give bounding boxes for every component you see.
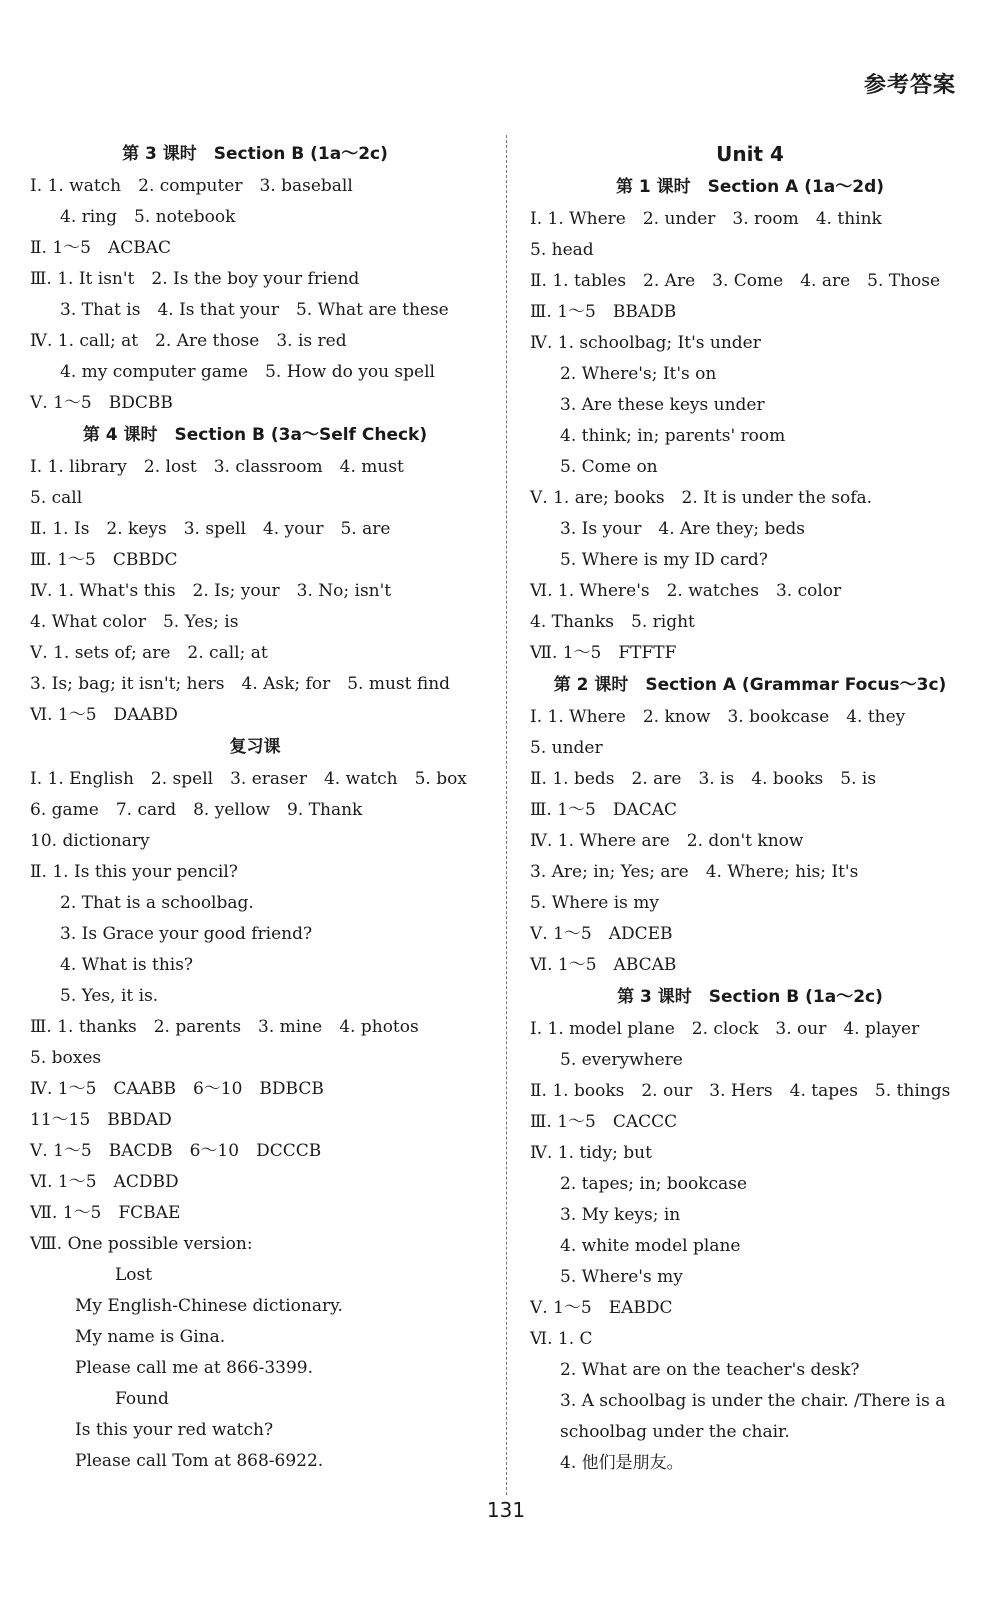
answer-line: Ⅵ. 1. Where's 2. watches 3. color	[530, 581, 842, 601]
answer-line: 4. ring 5. notebook	[60, 207, 236, 227]
answer-line: Ⅰ. 1. English 2. spell 3. eraser 4. watch 5. box	[30, 769, 467, 789]
answer-line: 5. Where is my	[530, 893, 659, 913]
answer-line: Ⅳ. 1. Where are 2. don't know	[530, 831, 804, 851]
answer-line: 2. What are on the teacher's desk?	[560, 1360, 860, 1380]
answer-line: 5. everywhere	[560, 1050, 683, 1070]
section-heading: 第 3 课时 Section B (1a～2c)	[617, 987, 883, 1007]
answer-line: Ⅵ. 1. C	[530, 1329, 593, 1349]
answer-line: Ⅰ. 1. watch 2. computer 3. baseball	[30, 176, 353, 196]
answer-line: Ⅲ. 1～5 DACAC	[530, 800, 678, 820]
answer-line: Ⅶ. 1～5 FTFTF	[530, 643, 677, 663]
answer-line: Ⅲ. 1～5 CBBDC	[30, 550, 178, 570]
answer-line: 5. Yes, it is.	[60, 986, 159, 1006]
answer-line: Ⅶ. 1～5 FCBAE	[30, 1203, 181, 1223]
answer-line: 3. Is; bag; it isn't; hers 4. Ask; for 5. must find	[30, 674, 451, 694]
answer-line: 4. 他们是朋友。	[560, 1453, 684, 1473]
answer-line: 4. What is this?	[60, 955, 194, 975]
answer-line: Ⅰ. 1. Where 2. under 3. room 4. think	[530, 209, 882, 229]
column-divider	[506, 135, 507, 1495]
answer-line: Ⅰ. 1. model plane 2. clock 3. our 4. player	[530, 1019, 920, 1039]
answer-line: 3. My keys; in	[560, 1205, 681, 1225]
answer-line: Ⅲ. 1～5 BBADB	[530, 302, 677, 322]
answer-line: Ⅱ. 1. Is this your pencil?	[30, 862, 238, 882]
answer-line: Ⅷ. One possible version:	[30, 1234, 253, 1254]
right-answer-column	[530, 138, 970, 1479]
answer-line: Ⅳ. 1. schoolbag; It's under	[530, 333, 761, 353]
section-heading: 第 3 课时 Section B (1a～2c)	[122, 144, 388, 164]
answer-line: 5. call	[30, 488, 83, 508]
section-heading: 复习课	[229, 737, 281, 757]
answer-line: 10. dictionary	[30, 831, 150, 851]
answer-line: Lost	[115, 1265, 153, 1285]
answer-line: Ⅵ. 1～5 ABCAB	[530, 955, 677, 975]
answer-line: 5. under	[530, 738, 603, 758]
answer-line: 3. That is 4. Is that your 5. What are these	[60, 300, 449, 320]
answer-line: 2. Where's; It's on	[560, 364, 717, 384]
answer-line: Ⅴ. 1～5 BDCBB	[30, 393, 173, 413]
answer-line: Please call me at 866-3399.	[75, 1358, 314, 1378]
answer-line: Ⅰ. 1. Where 2. know 3. bookcase 4. they	[530, 707, 906, 727]
answer-line: 3. Are; in; Yes; are 4. Where; his; It's	[530, 862, 859, 882]
answer-line: My English-Chinese dictionary.	[75, 1296, 343, 1316]
page-number: 131	[486, 1498, 526, 1522]
answer-line: 3. Is Grace your good friend?	[60, 924, 313, 944]
answer-line: Ⅱ. 1. tables 2. Are 3. Come 4. are 5. Those	[530, 271, 941, 291]
answer-line: Ⅰ. 1. library 2. lost 3. classroom 4. must	[30, 457, 404, 477]
section-heading: 第 1 课时 Section A (1a～2d)	[615, 177, 885, 197]
answer-line: Ⅱ. 1. books 2. our 3. Hers 4. tapes 5. things	[530, 1081, 951, 1101]
answer-line: 3. A schoolbag is under the chair. /There is a	[560, 1391, 946, 1411]
answer-line: Ⅴ. 1. are; books 2. It is under the sofa.	[530, 488, 873, 508]
answer-line: Ⅴ. 1～5 EABDC	[530, 1298, 673, 1318]
unit-title: Unit 4	[716, 142, 784, 166]
answer-line: Ⅱ. 1～5 ACBAC	[30, 238, 172, 258]
section-heading: 第 2 课时 Section A (Grammar Focus～3c)	[553, 675, 947, 695]
answer-line: 3. Are these keys under	[560, 395, 765, 415]
answer-line: Ⅴ. 1～5 ADCEB	[530, 924, 673, 944]
answer-line: Ⅱ. 1. beds 2. are 3. is 4. books 5. is	[530, 769, 877, 789]
answer-line: Ⅲ. 1. thanks 2. parents 3. mine 4. photos	[30, 1017, 419, 1037]
answer-line: 4. Thanks 5. right	[530, 612, 695, 632]
answer-line: Ⅵ. 1～5 ACDBD	[30, 1172, 179, 1192]
page-header-title: 参考答案	[863, 73, 956, 98]
answer-line: My name is Gina.	[75, 1327, 226, 1347]
answer-line: Is this your red watch?	[75, 1420, 274, 1440]
answer-line: Ⅳ. 1～5 CAABB 6～10 BDBCB	[30, 1079, 324, 1099]
answer-line: 4. What color 5. Yes; is	[30, 612, 239, 632]
answer-line: 5. boxes	[30, 1048, 102, 1068]
answer-line: Ⅴ. 1. sets of; are 2. call; at	[30, 643, 268, 663]
answer-line: 4. my computer game 5. How do you spell	[60, 362, 435, 382]
answer-line: 5. Where is my ID card?	[560, 550, 768, 570]
answer-line: 5. head	[530, 240, 594, 260]
answer-line: Ⅲ. 1. It isn't 2. Is the boy your friend	[30, 269, 360, 289]
answer-line: Please call Tom at 868-6922.	[75, 1451, 324, 1471]
answer-line: Ⅴ. 1～5 BACDB 6～10 DCCCB	[30, 1141, 322, 1161]
answer-line: 3. Is your 4. Are they; beds	[560, 519, 805, 539]
answer-line: schoolbag under the chair.	[560, 1422, 790, 1442]
left-answer-column	[30, 138, 480, 1477]
answer-line: 2. tapes; in; bookcase	[560, 1174, 747, 1194]
answer-line: Ⅲ. 1～5 CACCC	[530, 1112, 678, 1132]
answer-line: Ⅳ. 1. tidy; but	[530, 1143, 652, 1163]
answer-line: Ⅱ. 1. Is 2. keys 3. spell 4. your 5. are	[30, 519, 391, 539]
answer-line: 5. Come on	[560, 457, 658, 477]
answer-line: 4. white model plane	[560, 1236, 741, 1256]
answer-line: Ⅳ. 1. call; at 2. Are those 3. is red	[30, 331, 347, 351]
answer-line: Found	[115, 1389, 169, 1409]
section-heading: 第 4 课时 Section B (3a～Self Check)	[82, 425, 428, 445]
answer-line: Ⅳ. 1. What's this 2. Is; your 3. No; isn't	[30, 581, 392, 601]
answer-line: 4. think; in; parents' room	[560, 426, 786, 446]
answer-line: 5. Where's my	[560, 1267, 683, 1287]
answer-line: 2. That is a schoolbag.	[60, 893, 254, 913]
answer-line: 6. game 7. card 8. yellow 9. Thank	[30, 800, 363, 820]
answer-line: Ⅵ. 1～5 DAABD	[30, 705, 178, 725]
answer-line: 11～15 BBDAD	[30, 1110, 172, 1130]
